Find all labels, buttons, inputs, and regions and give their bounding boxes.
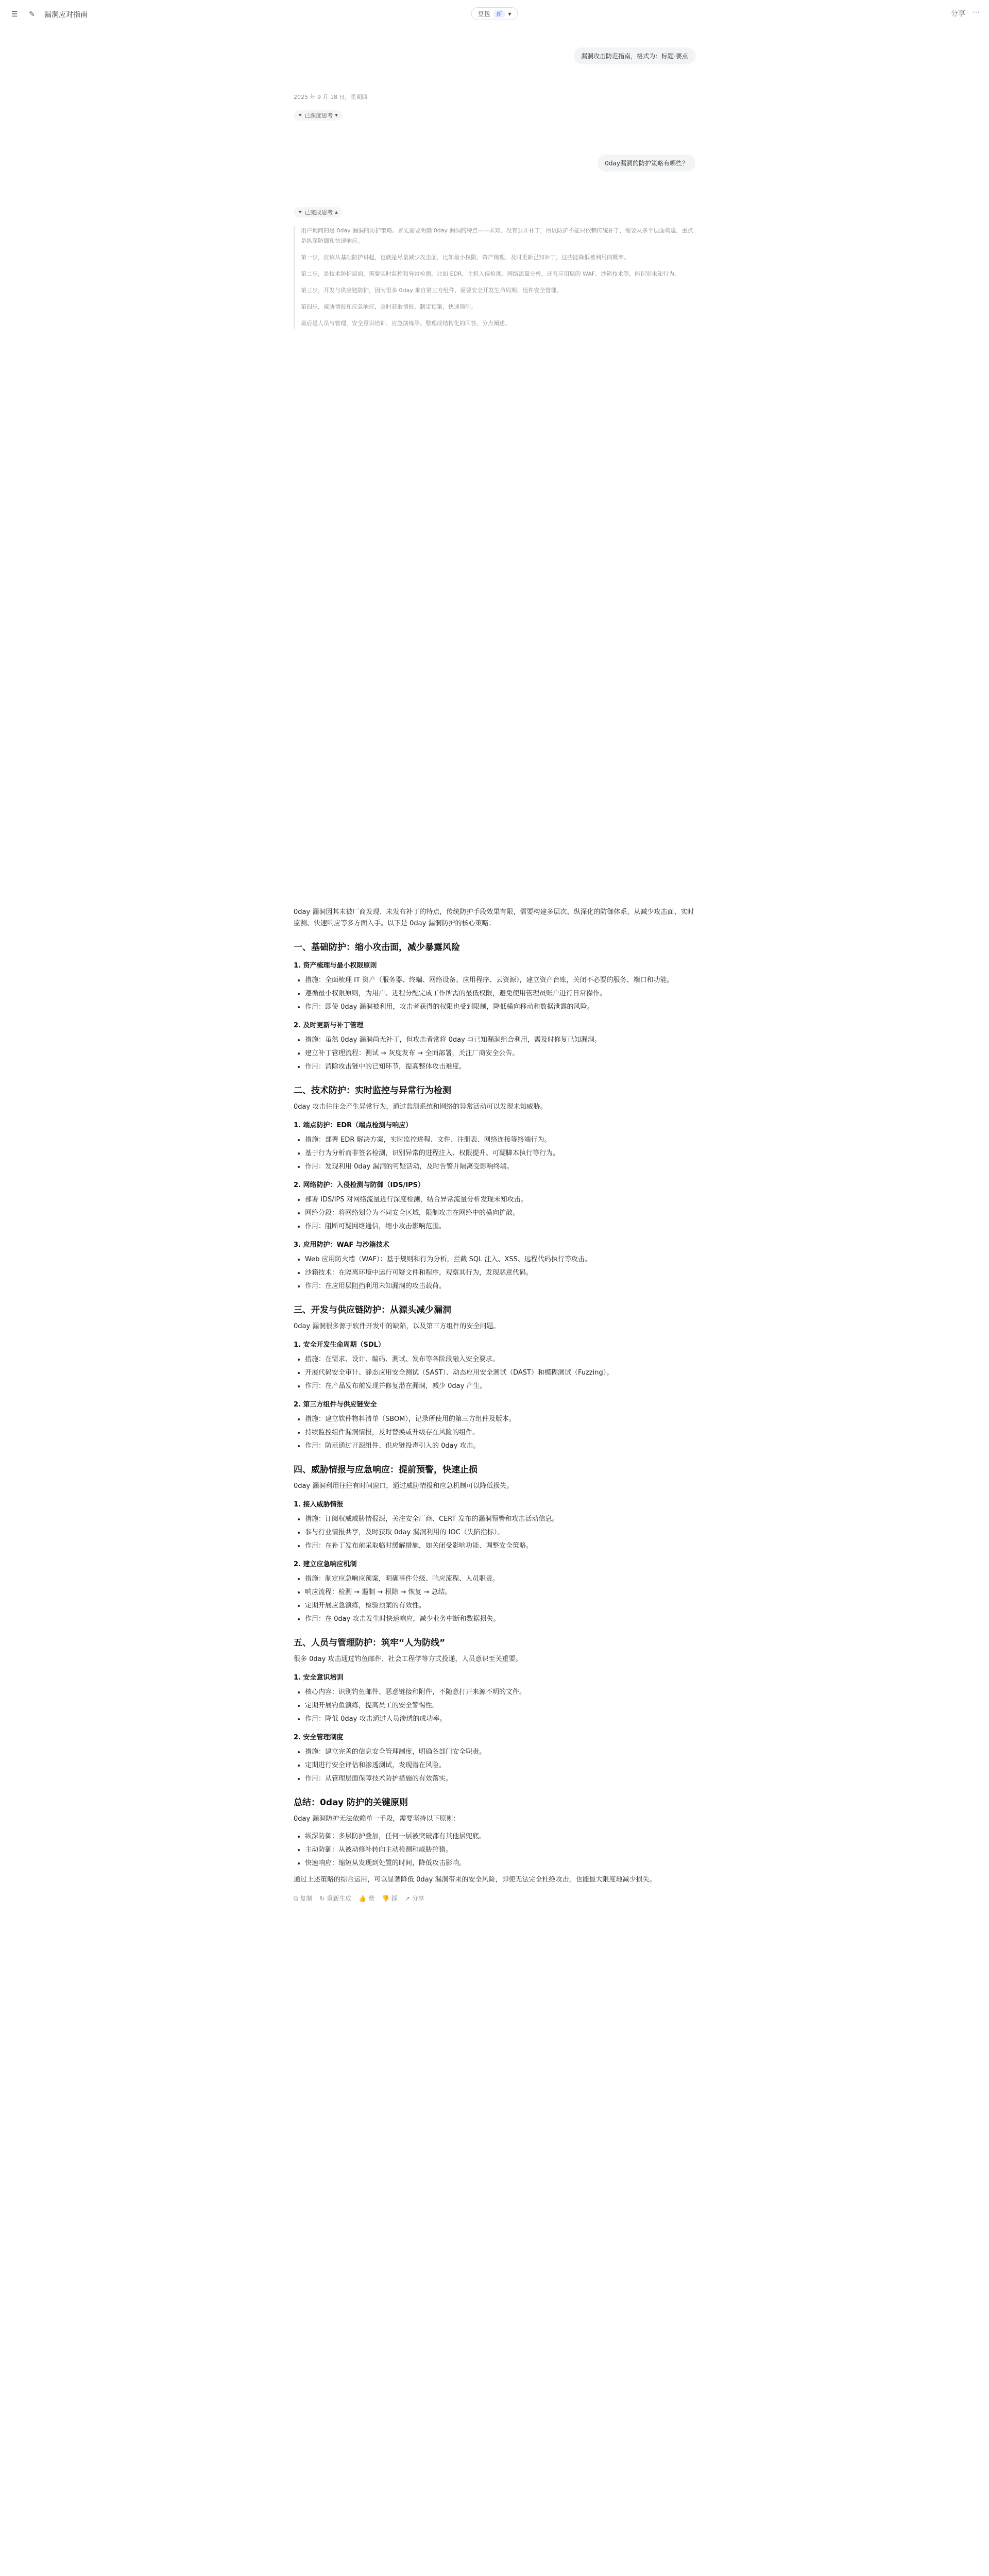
list-item: • 持续监控组件漏洞情报，及时替换或升级存在风险的组件。 [305,1427,695,1438]
list-item: • 措施：订阅权威威胁情报源，关注安全厂商、CERT 发布的漏洞预警和攻击活动信息。 [305,1514,695,1525]
model-label: 豆包 [478,10,490,18]
list-item: • 作用：阻断可疑网络通信，缩小攻击影响范围。 [305,1221,695,1232]
list-item: • 网络分段：将网络划分为不同安全区域，限制攻击在网络中的横向扩散。 [305,1208,695,1219]
list-item: • 基于行为分析而非签名检测，识别异常的进程注入、权限提升、可疑脚本执行等行为。 [305,1148,695,1159]
subsection-heading: 1. 安全意识培训 [294,1674,344,1682]
subsection-heading: 1. 端点防护：EDR（端点检测与响应） [294,1122,413,1129]
user-message: 0day漏洞的防护策略有哪些？ [598,155,695,172]
timestamp: 2025 年 9 月 18 日，星期四 [294,94,368,100]
deep-thinking-toggle[interactable] [294,110,342,121]
bulb-icon: ✦ [298,112,303,118]
thinking-label: 已完成思考 [304,209,333,216]
list-item: • 措施：部署 EDR 解决方案，实时监控进程、文件、注册表、网络连接等终端行为。 [305,1134,695,1146]
thinking-paragraph: 用户询问的是 0day 漏洞的防护策略。首先需要明确 0day 漏洞的特点——未知、没有公开补丁，所以防护不能只依赖传统补丁，需要从多个层面构建，重点是纵深防御和快速响应。 [301,227,693,244]
list-item: • 作用：防范通过开源组件、供应链投毒引入的 0day 攻击。 [305,1440,695,1452]
assistant-answer [294,907,695,1904]
section-heading: 总结：0day 防护的关键原则 [294,1798,408,1808]
list-item: • 措施：建立完善的信息安全管理制度，明确各部门安全职责。 [305,1747,695,1758]
subsection-heading: 1. 安全开发生命周期（SDL） [294,1341,385,1349]
thinking-paragraph: 最后是人员与管理，安全意识培训、应急演练等。整理成结构化的回答，分点阐述。 [301,319,510,327]
more-icon[interactable]: ⋯ [973,8,980,16]
answer-intro: 0day 漏洞因其未被厂商发现、未发布补丁的特点，传统防护手段效果有限，需要构建多层次、纵深化的防御体系，从减少攻击面、实时监测、快速响应等多方面入手。以下是 0day 漏洞防护的核心策略： [294,908,694,927]
section-heading: 二、技术防护：实时监控与异常行为检测 [294,1086,451,1096]
list-item: • 部署 IDS/IPS 对网络流量进行深度检测，结合异常流量分析发现未知攻击。 [305,1194,695,1206]
subsection-heading: 2. 第三方组件与供应链安全 [294,1401,377,1409]
list-item: • 作用：即使 0day 漏洞被利用，攻击者获得的权限也受到限制，降低横向移动和数据泄露的风险。 [305,1002,695,1013]
copy-button[interactable]: ⧉ 复制 [294,1895,313,1902]
section-heading: 四、威胁情报与应急响应：提前预警，快速止损 [294,1465,478,1475]
list-item: • 定期开展钓鱼演练，提高员工的安全警惕性。 [305,1700,695,1711]
list-item: • 措施：虽然 0day 漏洞尚无补丁，但攻击者常将 0day 与已知漏洞组合利用，需及时修复已知漏洞。 [305,1035,695,1046]
closing-paragraph: 通过上述策略的综合运用，可以显著降低 0day 漏洞带来的安全风险，即使无法完全杜绝攻击，也能最大限度地减少损失。 [294,1876,656,1884]
section-heading: 三、开发与供应链防护：从源头减少漏洞 [294,1305,451,1315]
list-item: • 作用：在产品发布前发现并修复潜在漏洞，减少 0day 产生。 [305,1381,695,1392]
regenerate-button[interactable]: ↻ 重新生成 [319,1895,352,1902]
thinking-toggle[interactable] [294,207,342,217]
thinking-paragraph: 第三步，开发与供应链防护，因为很多 0day 来自第三方组件，需要安全开发生命周期、组件安全管理。 [301,286,562,294]
list-item: • 作用：在应用层阻挡利用未知漏洞的攻击载荷。 [305,1281,695,1292]
share-label: 分享 [412,1895,424,1902]
thinking-paragraph: 第二步，是技术防护层面，需要实时监控和异常检测，比如 EDR、主机入侵检测、网络流量分析，还有应用层的 WAF、沙箱技术等，能识别未知行为。 [301,270,680,277]
regenerate-label: 重新生成 [327,1895,352,1902]
subsection-heading: 2. 建立应急响应机制 [294,1561,357,1568]
dislike-label: 踩 [391,1895,398,1902]
list-item: • 作用：降低 0day 攻击通过人员渗透的成功率。 [305,1714,695,1725]
sidebar-toggle-icon[interactable]: ☰ [11,10,18,19]
list-item: • 定期进行安全评估和渗透测试，发现潜在风险。 [305,1760,695,1771]
list-item: • 响应流程：检测 → 遏制 → 根除 → 恢复 → 总结。 [305,1587,695,1598]
chevron-up-icon: ▴ [335,209,338,215]
copy-label: 复制 [300,1895,313,1902]
subsection-heading: 2. 及时更新与补丁管理 [294,1022,364,1029]
list-item: • 措施：在需求、设计、编码、测试、发布等各阶段融入安全要求。 [305,1354,695,1365]
list-item: • 作用：发现利用 0day 漏洞的可疑活动，及时告警并隔离受影响终端。 [305,1161,695,1173]
section-intro: 0day 攻击往往会产生异常行为，通过监测系统和网络的异常活动可以发现未知威胁。 [294,1103,547,1111]
subsection-heading: 3. 应用防护：WAF 与沙箱技术 [294,1241,389,1249]
list-item: • 建立补丁管理流程：测试 → 灰度发布 → 全面部署，关注厂商安全公告。 [305,1048,695,1059]
list-item: • 参与行业情报共享，及时获取 0day 漏洞利用的 IOC（失陷指标）。 [305,1527,695,1538]
thinking-content [294,226,695,329]
new-chat-icon[interactable]: ✎ [29,10,35,19]
section-heading: 一、基础防护：缩小攻击面，减少暴露风险 [294,942,460,953]
conversation-title: 漏洞应对指南 [44,11,88,19]
list-item: • 定期开展应急演练，检验预案的有效性。 [305,1600,695,1612]
like-button[interactable]: 👍 赞 [359,1895,375,1902]
subsection-heading: 2. 安全管理制度 [294,1734,344,1741]
list-item: • 核心内容：识别钓鱼邮件、恶意链接和附件，不随意打开来源不明的文件。 [305,1687,695,1698]
list-item: • 开展代码安全审计、静态应用安全测试（SAST）、动态应用安全测试（DAST）和模糊测试（Fuzzing）。 [305,1367,695,1379]
share-message-button[interactable]: ↗ 分享 [404,1895,424,1902]
list-item: • Web 应用防火墙（WAF）：基于规则和行为分析，拦截 SQL 注入、XSS、远程代码执行等攻击。 [305,1254,695,1265]
dislike-button[interactable]: 👎 踩 [382,1895,398,1902]
deep-thinking-label: 已深度思考 [304,112,333,119]
topbar-actions [951,8,980,19]
chevron-down-icon: ▾ [508,10,511,18]
list-item: • 作用：在补丁发布前采取临时缓解措施，如关闭受影响功能、调整安全策略。 [305,1540,695,1552]
list-item: • 遵循最小权限原则，为用户、进程分配完成工作所需的最低权限，避免使用管理员账户进行日常操作。 [305,988,695,999]
list-item: • 纵深防御：多层防护叠加，任何一层被突破都有其他层兜底。 [305,1831,695,1842]
message-actions [294,1893,695,1904]
list-item: • 措施：建立软件物料清单（SBOM），记录所使用的第三方组件及版本。 [305,1414,695,1425]
list-item: • 措施：制定应急响应预案，明确事件分级、响应流程、人员职责。 [305,1573,695,1585]
summary-intro: 0day 漏洞防护无法依赖单一手段，需要坚持以下原则： [294,1815,460,1823]
subsection-heading: 1. 接入威胁情报 [294,1501,344,1509]
section-intro: 0day 漏洞很多源于软件开发中的缺陷，以及第三方组件的安全问题。 [294,1323,500,1330]
new-badge: 新 [493,10,505,18]
thinking-paragraph: 第一步，应该从基础防护讲起，也就是尽量减少攻击面，比如最小权限、资产梳理、及时更新已知补丁，这些能降低被利用的概率。 [301,253,629,261]
chevron-down-icon: ▾ [335,112,338,118]
list-item: • 主动防御：从被动修补转向主动检测和威胁狩猎。 [305,1844,695,1856]
list-item: • 快速响应：缩短从发现到处置的时间，降低攻击影响。 [305,1858,695,1869]
list-item: • 作用：在 0day 攻击发生时快速响应，减少业务中断和数据损失。 [305,1614,695,1625]
top-bar [0,0,989,29]
list-item: • 作用：从管理层面保障技术防护措施的有效落实。 [305,1773,695,1785]
bulb-icon: ✦ [298,209,303,215]
subsection-heading: 1. 资产梳理与最小权限原则 [294,962,377,970]
list-item: • 作用：消除攻击链中的已知环节，提高整体攻击难度。 [305,1061,695,1073]
subsection-heading: 2. 网络防护：入侵检测与防御（IDS/IPS） [294,1181,424,1189]
section-intro: 0day 漏洞利用往往有时间窗口，通过威胁情报和应急机制可以降低损失。 [294,1482,514,1490]
section-heading: 五、人员与管理防护：筑牢“人为防线” [294,1638,446,1648]
list-item: • 措施：全面梳理 IT 资产（服务器、终端、网络设备、应用程序、云资源），建立资产台账，关闭不必要的服务、端口和功能。 [305,975,695,986]
user-message: 漏洞攻击防范指南，格式为：标题·要点 [574,47,695,64]
thinking-paragraph: 第四步，威胁情报和应急响应，及时获取情报、制定预案，快速遏制。 [301,303,476,310]
like-label: 赞 [368,1895,375,1902]
list-item: • 沙箱技术：在隔离环境中运行可疑文件和程序，观察其行为，发现恶意代码。 [305,1267,695,1279]
section-intro: 很多 0day 攻击通过钓鱼邮件、社会工程学等方式投递，人员意识至关重要。 [294,1655,522,1663]
model-selector[interactable] [471,7,518,20]
share-button[interactable]: 分享 [951,10,965,18]
